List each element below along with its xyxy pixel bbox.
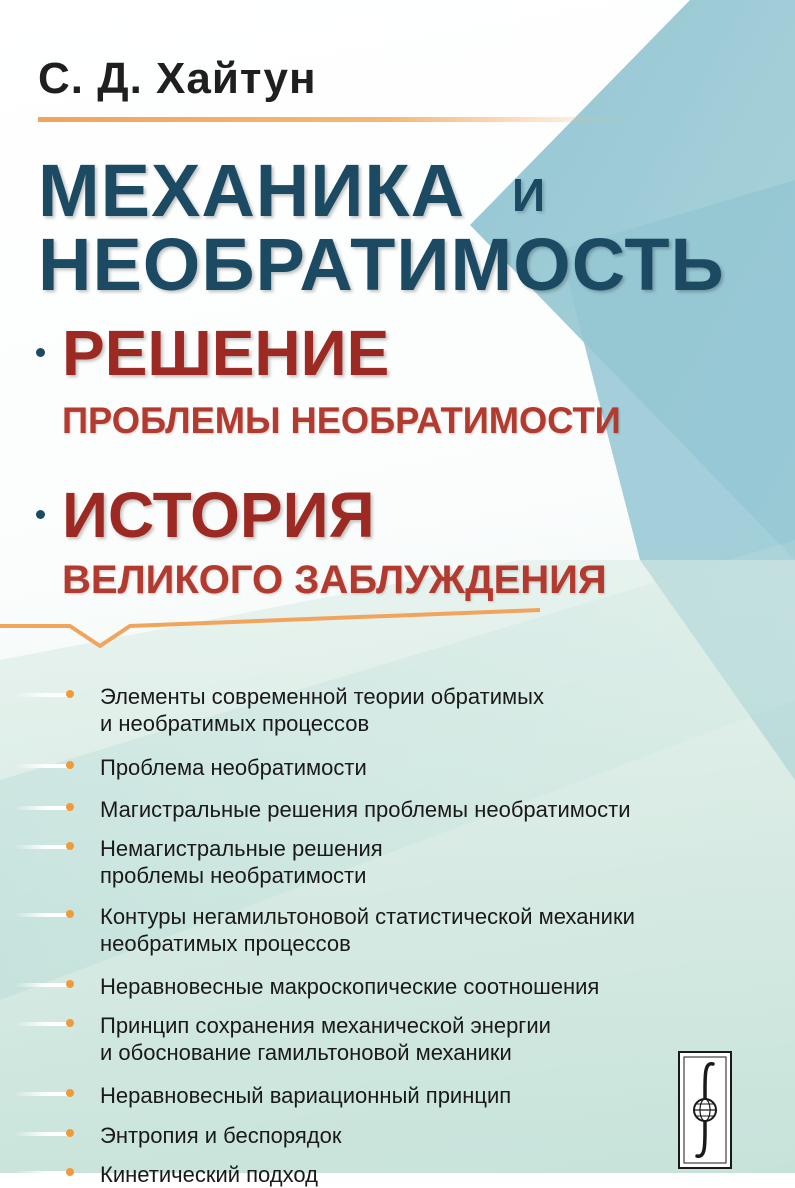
list-item-text: Немагистральные решения проблемы необратимости — [100, 836, 383, 888]
bullet-dot-icon — [66, 803, 74, 811]
list-item-text: Энтропия и беспорядок — [100, 1123, 342, 1148]
subtitle-dot-1 — [36, 348, 45, 357]
subtitle-2-heading: ИСТОРИЯ — [62, 479, 375, 551]
title-line-1: МЕХАНИКА — [38, 149, 466, 232]
list-item-text: Кинетический подход — [100, 1162, 318, 1187]
list-item-text: Неравновесный вариационный принцип — [100, 1083, 512, 1108]
bullet-dot-icon — [66, 1129, 74, 1137]
title-conjunction: И — [512, 169, 546, 221]
subtitle-dot-2 — [36, 510, 45, 519]
bullet-dot-icon — [66, 1089, 74, 1097]
chevron-divider — [0, 600, 795, 660]
bullet-dot-icon — [66, 1168, 74, 1176]
bullet-dot-icon — [66, 910, 74, 918]
title-line-2: НЕОБРАТИМОСТЬ — [38, 223, 725, 306]
bullet-dot-icon — [66, 1019, 74, 1027]
list-item-text: Неравновесные макроскопические соотношения — [100, 974, 600, 999]
subtitle-1-heading: РЕШЕНИЕ — [62, 317, 390, 389]
bullet-dot-icon — [66, 761, 74, 769]
list-item-text: Проблема необратимости — [100, 755, 367, 780]
bullet-dot-icon — [66, 842, 74, 850]
list-item-text: Контуры негамильтоновой статистической механики необратимых процессов — [100, 904, 635, 956]
bullet-dot-icon — [66, 690, 74, 698]
bullet-dot-icon — [66, 980, 74, 988]
author-name: С. Д. Хайтун — [38, 54, 317, 103]
list-item-text: Принцип сохранения механической энергии и обоснование гамильтоновой механики — [100, 1013, 551, 1065]
subtitle-2-text: ВЕЛИКОГО ЗАБЛУЖДЕНИЯ — [62, 558, 607, 602]
integral-globe-icon — [675, 1050, 735, 1170]
author-underline — [38, 117, 628, 122]
subtitle-1-text: ПРОБЛЕМЫ НЕОБРАТИМОСТИ — [62, 400, 621, 441]
list-item-text: Элементы современной теории обратимых и необратимых процессов — [100, 684, 544, 736]
list-item-text: Магистральные решения проблемы необратимости — [100, 797, 631, 822]
